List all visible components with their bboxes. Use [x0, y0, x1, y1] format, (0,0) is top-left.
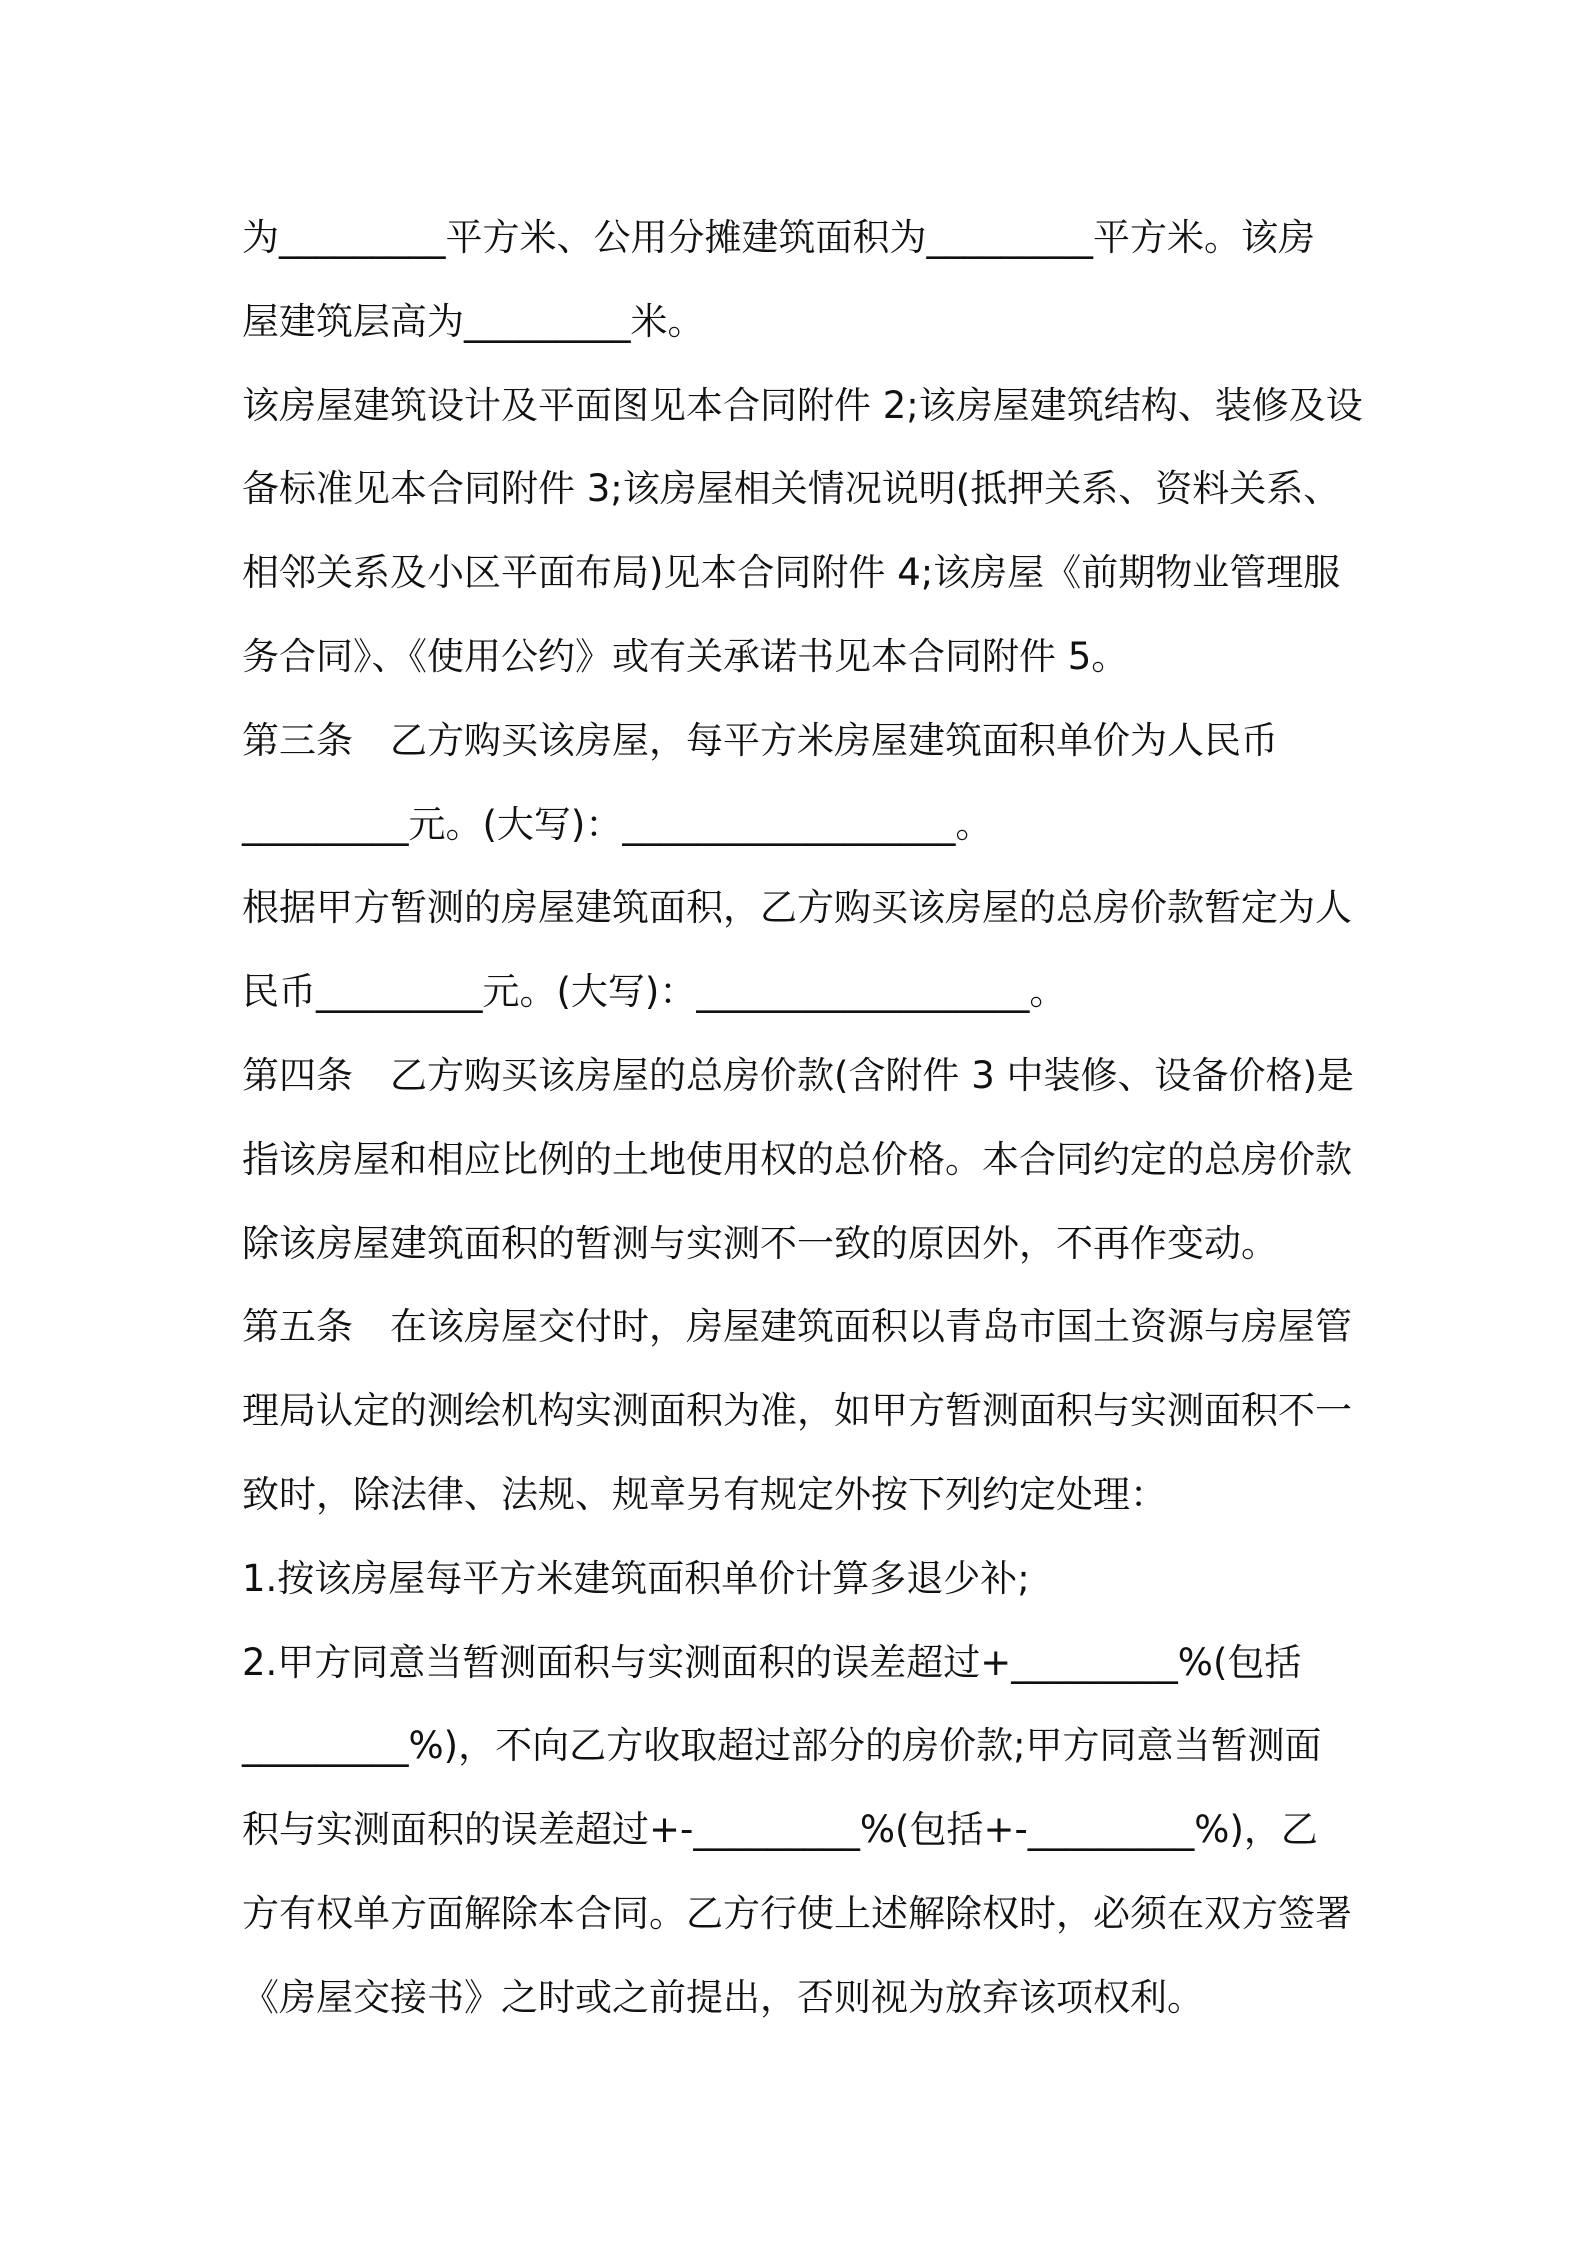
text-line-content: 第五条 在该房屋交付时，房屋建筑面积以青岛市国土资源与房屋管: [242, 1305, 1352, 1349]
text-line: [242, 866, 1362, 950]
text-line-content: 务合同》、《使用公约》或有关承诺书见本合同附件 5。: [242, 634, 1129, 678]
text-line-content: 指该房屋和相应比例的土地使用权的总价格。本合同约定的总房价款: [242, 1137, 1352, 1181]
text-line-content: 民币_________元。(大写)：__________________。: [242, 970, 1067, 1014]
text-line-content: 根据甲方暂测的房屋建筑面积，乙方购买该房屋的总房价款暂定为人: [242, 886, 1352, 930]
text-line-content: 1.按该房屋每平方米建筑面积单价计算多退少补;: [242, 1556, 1030, 1600]
text-line: [242, 1788, 1362, 1872]
text-line-content: 积与实测面积的误差超过+-_________%(包括+-_________%)，乙: [242, 1808, 1318, 1852]
text-line-content: 备标准见本合同附件 3;该房屋相关情况说明(抵押关系、资料关系、: [242, 467, 1341, 511]
article-4-line: [242, 1034, 1362, 1118]
text-line-content: 致时，除法律、法规、规章另有规定外按下列约定处理：: [242, 1472, 1167, 1516]
text-line-content: 该房屋建筑设计及平面图见本合同附件 2;该房屋建筑结构、装修及设: [242, 383, 1363, 427]
article-5-line: [242, 1285, 1362, 1369]
text-line-content: 2.甲方同意当暂测面积与实测面积的误差超过+_________%(包括: [242, 1640, 1302, 1684]
text-line-content: 为_________平方米、公用分摊建筑面积为_________平方米。该房: [242, 216, 1315, 259]
text-line: [242, 531, 1362, 615]
contract-text-body: [242, 196, 1362, 2040]
text-line-content: _________%)，不向乙方收取超过部分的房价款;甲方同意当暂测面: [242, 1724, 1322, 1768]
text-line-content: 除该房屋建筑面积的暂测与实测不一致的原因外，不再作变动。: [242, 1221, 1278, 1265]
text-line: [242, 1956, 1362, 2040]
list-item-2-line: [242, 1621, 1362, 1705]
text-line: [242, 1704, 1362, 1788]
text-line: [242, 615, 1362, 699]
article-3-line: [242, 699, 1362, 783]
text-line-content: 屋建筑层高为_________米。: [242, 299, 705, 343]
text-line-content: 相邻关系及小区平面布局)见本合同附件 4;该房屋《前期物业管理服: [242, 551, 1341, 595]
text-line: [242, 1118, 1362, 1202]
text-line-content: 《房屋交接书》之时或之前提出，否则视为放弃该项权利。: [242, 1975, 1204, 2019]
text-line-content: 第四条 乙方购买该房屋的总房价款(含附件 3 中装修、设备价格)是: [242, 1053, 1354, 1097]
text-line: [242, 447, 1362, 531]
text-line: [242, 196, 1362, 280]
text-line: [242, 783, 1362, 867]
text-line-content: _________元。(大写)：__________________。: [242, 802, 993, 846]
text-line: [242, 1369, 1362, 1453]
text-line: [242, 1453, 1362, 1537]
text-line: [242, 364, 1362, 448]
text-line-content: 方有权单方面解除本合同。乙方行使上述解除权时，必须在双方签署: [242, 1891, 1352, 1935]
text-line-content: 第三条 乙方购买该房屋，每平方米房屋建筑面积单价为人民币: [242, 718, 1278, 762]
text-line: [242, 1872, 1362, 1956]
text-line: [242, 280, 1362, 364]
list-item-1-line: [242, 1537, 1362, 1621]
text-line-content: 理局认定的测绘机构实测面积为准，如甲方暂测面积与实测面积不一: [242, 1389, 1352, 1433]
text-line: [242, 950, 1362, 1034]
text-line: [242, 1202, 1362, 1286]
